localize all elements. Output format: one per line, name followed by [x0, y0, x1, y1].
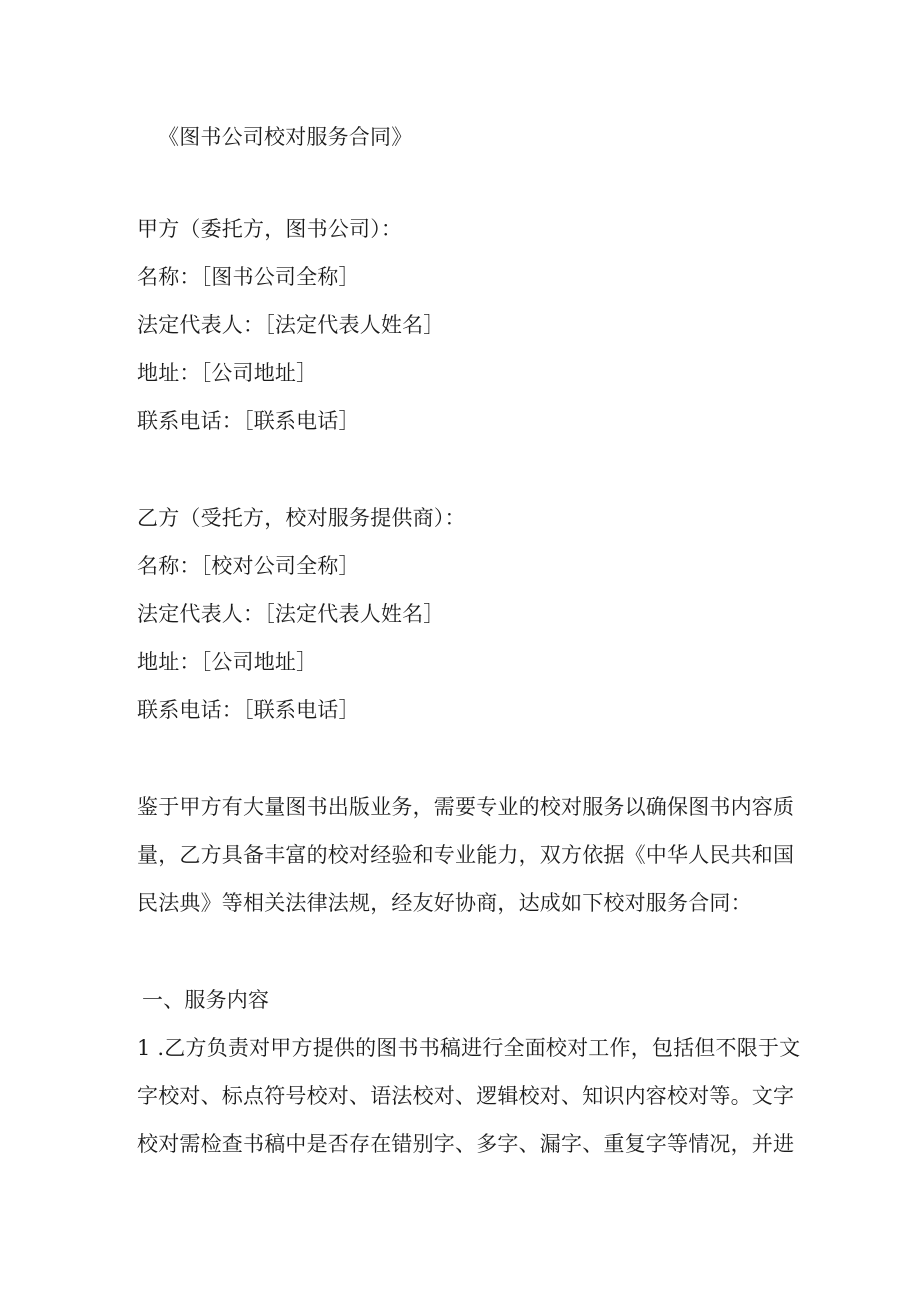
clause-line: 校对需检查书稿中是否存在错别字、多字、漏字、重复字等情况，并进 — [137, 1132, 795, 1156]
clause-line: 1 .乙方负责对甲方提供的图书书稿进行全面校对工作，包括但不限于文 — [137, 1036, 801, 1060]
party-b-address: 地址：［公司地址］ — [137, 650, 318, 674]
party-a-name: 名称：［图书公司全称］ — [137, 265, 360, 289]
party-b-name: 名称：［校对公司全称］ — [137, 554, 360, 578]
document-title: 《图书公司校对服务合同》 — [158, 125, 413, 149]
party-a-phone: 联系电话：［联系电话］ — [137, 409, 360, 433]
party-a-heading: 甲方（委托方，图书公司）： — [137, 217, 403, 241]
preamble-line: 量，乙方具备丰富的校对经验和专业能力，双方依据《中华人民共和国 — [137, 843, 795, 867]
preamble-line: 鉴于甲方有大量图书出版业务，需要专业的校对服务以确保图书内容质 — [137, 795, 795, 819]
party-b-phone: 联系电话：［联系电话］ — [137, 698, 360, 722]
party-a-address: 地址：［公司地址］ — [137, 361, 318, 385]
section-heading: 一、服务内容 — [142, 988, 270, 1012]
preamble-line: 民法典》等相关法律法规，经友好协商，达成如下校对服务合同： — [137, 891, 752, 915]
party-b-heading: 乙方（受托方，校对服务提供商）： — [137, 506, 466, 530]
party-a-representative: 法定代表人：［法定代表人姓名］ — [137, 313, 445, 337]
clause-line: 字校对、标点符号校对、语法校对、逻辑校对、知识内容校对等。文字 — [137, 1084, 795, 1108]
party-b-representative: 法定代表人：［法定代表人姓名］ — [137, 602, 445, 626]
